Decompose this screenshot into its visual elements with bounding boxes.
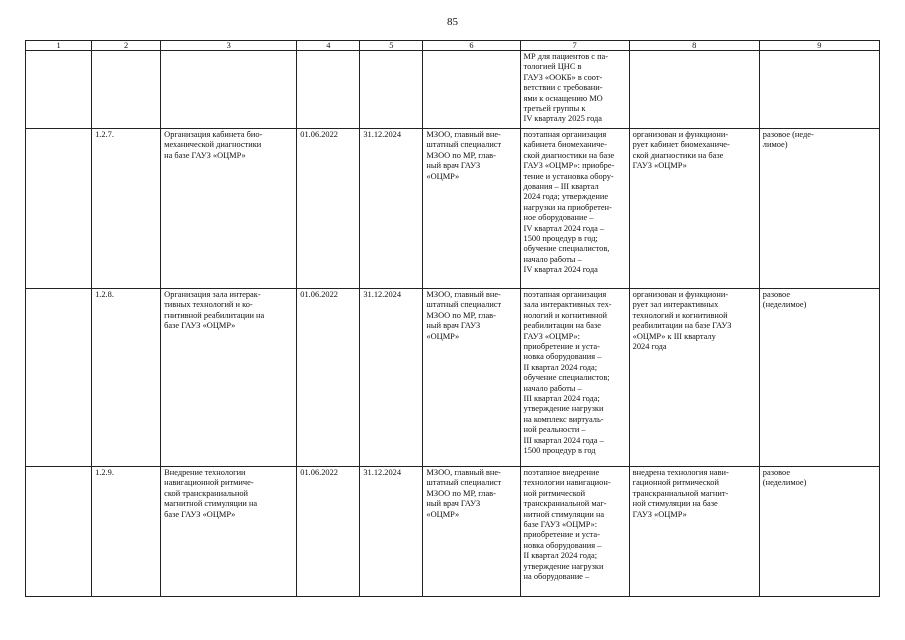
table-row	[26, 289, 880, 467]
indicator-cell: организован и функциони- рует зал интерактивных технологий и когнитивной реабилитации на базе ГАУЗ «ОЦМР» к III кварталу 2024 года	[629, 289, 759, 467]
column-number-header: 7	[520, 41, 629, 51]
action-plan-table	[25, 40, 880, 597]
column-number-header: 9	[759, 41, 879, 51]
start-date: 01.06.2022	[297, 289, 360, 467]
activity-name: Внедрение технологии навигационной ритмиче- ской транскраниальной магнитной стимуляции на базе ГАУЗ «ОЦМР»	[161, 467, 297, 597]
activity-name: Организация зала интерак- тивных технологий и ко- гнитивной реабилитации на базе ГАУЗ «ОЦМР»	[161, 289, 297, 467]
result-cell: МР для пациентов с па- тологией ЦНС в ГАУЗ «ООКБ» в соот- ветствии с требовани- ями к оснащению МО третьей группы к IV кварталу 2025 года	[520, 51, 629, 129]
end-date: 31.12.2024	[360, 289, 423, 467]
continuation-row	[26, 51, 880, 129]
end-date: 31.12.2024	[360, 129, 423, 289]
column-number-header: 6	[423, 41, 520, 51]
table-row	[26, 129, 880, 289]
start-date: 01.06.2022	[297, 467, 360, 597]
page-number: 85	[447, 16, 458, 28]
responsible-cell: МЗОО, главный вне- штатный специалист МЗОО по МР, глав- ный врач ГАУЗ «ОЦМР»	[423, 129, 520, 289]
column-number-header: 5	[360, 41, 423, 51]
result-cell: поэтапная организация кабинета биомеханиче- ской диагностики на базе ГАУЗ «ОЦМР»: приобре- тение и установка обору- дования – III квартал 2024 года; утверждение нагрузки на приобретен- ное оборудование – IV квартал 2024 года – 1500 процедур в год; обучение специалистов, начало работы – IV квартал 2024 года	[520, 129, 629, 289]
item-number: 1.2.7.	[92, 129, 161, 289]
column-number-header: 8	[629, 41, 759, 51]
column-number-header: 1	[26, 41, 92, 51]
activity-name: Организация кабинета био- механической диагностики на базе ГАУЗ «ОЦМР»	[161, 129, 297, 289]
start-date: 01.06.2022	[297, 129, 360, 289]
item-number: 1.2.8.	[92, 289, 161, 467]
type-cell: разовое (неде- лимое)	[759, 129, 879, 289]
column-number-header: 4	[297, 41, 360, 51]
end-date: 31.12.2024	[360, 467, 423, 597]
responsible-cell: МЗОО, главный вне- штатный специалист МЗОО по МР, глав- ный врач ГАУЗ «ОЦМР»	[423, 289, 520, 467]
column-number-header: 2	[92, 41, 161, 51]
item-number: 1.2.9.	[92, 467, 161, 597]
type-cell: разовое (неделимое)	[759, 289, 879, 467]
indicator-cell: внедрена технология нави- гационной ритмической транскраниальной магнит- ной стимуляции на базе ГАУЗ «ОЦМР»	[629, 467, 759, 597]
column-number-header: 3	[161, 41, 297, 51]
result-cell: поэтапное внедрение технологии навигацион- ной ритмической транскраниальной маг- нитной стимуляции на базе ГАУЗ «ОЦМР»: приобретение и уста- новка оборудования – II квартал 2024 года; утверждение нагрузки на оборудование –	[520, 467, 629, 597]
type-cell: разовое (неделимое)	[759, 467, 879, 597]
responsible-cell: МЗОО, главный вне- штатный специалист МЗОО по МР, глав- ный врач ГАУЗ «ОЦМР»	[423, 467, 520, 597]
indicator-cell: организован и функциони- рует кабинет биомеханиче- ской диагностики на базе ГАУЗ «ОЦМР»	[629, 129, 759, 289]
table-row	[26, 467, 880, 597]
column-number-row	[26, 41, 880, 51]
result-cell: поэтапная организация зала интерактивных тех- нологий и когнитивной реабилитации на базе ГАУЗ «ОЦМР»: приобретение и уста- новка оборудования – II квартал 2024 года; обучение специалистов; начало работы – III квартал 2024 года; утверждение нагрузки на комплекс виртуаль- ной реальности – III квартал 2024 года – 1500 процедур в год	[520, 289, 629, 467]
